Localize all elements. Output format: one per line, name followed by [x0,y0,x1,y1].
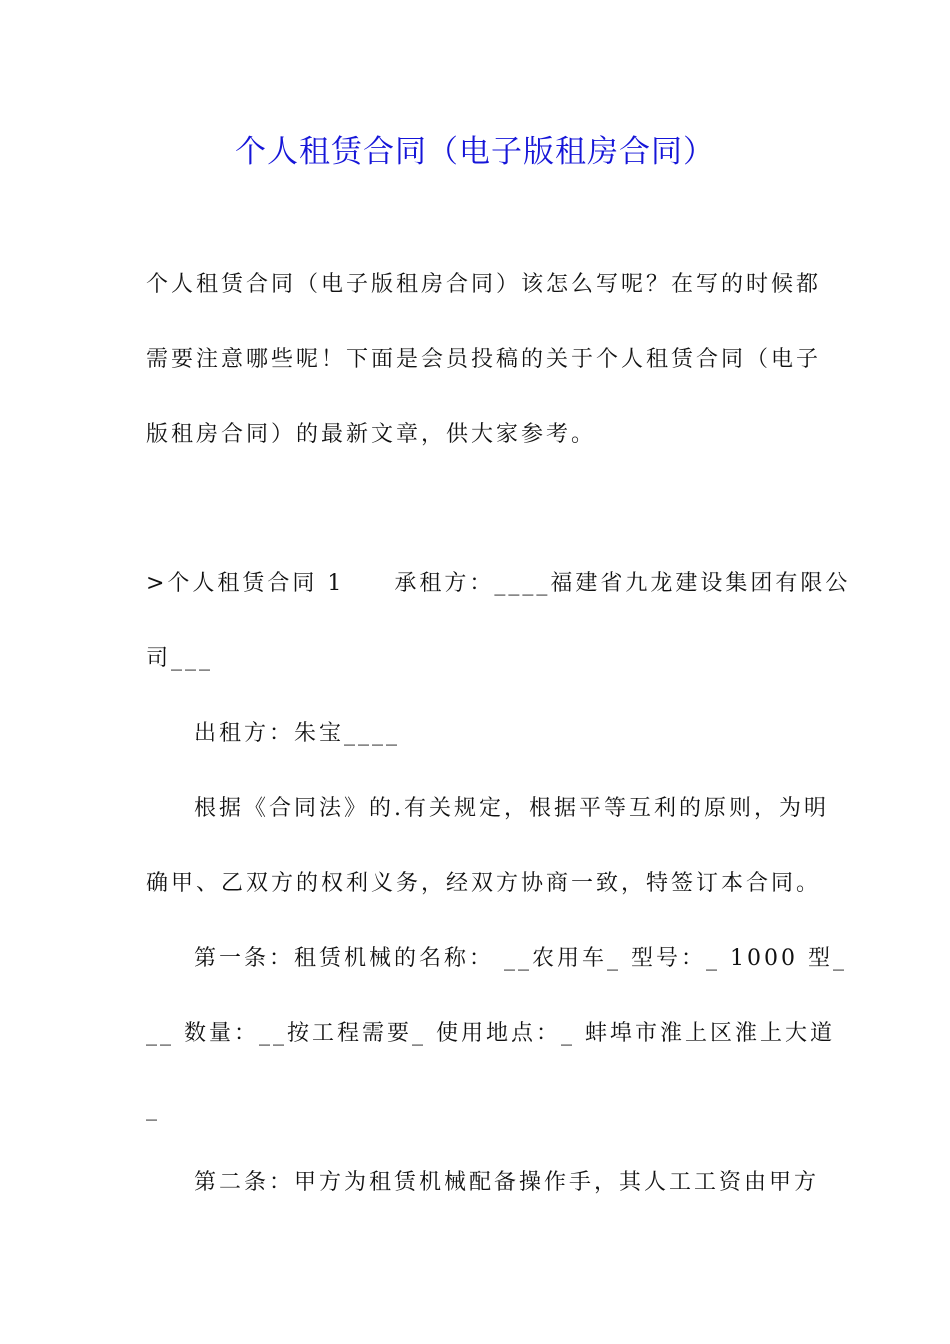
article-1-line-1: 第一条：租赁机械的名称： __农用车_ 型号：_ 1000 型_ [194,946,847,971]
intro-line-2: 需要注意哪些呢！下面是会员投稿的关于个人租赁合同（电子 [146,347,822,372]
contract-heading-line: >个人租赁合同 1 承租方：____福建省九龙建设集团有限公 [146,571,851,596]
contract-heading-line-cont: 司___ [146,646,214,671]
intro-line-1: 个人租赁合同（电子版租房合同）该怎么写呢？在写的时候都 [146,272,822,297]
article-1-line-3: _ [146,1096,160,1121]
article-1-line-2: __ 数量：__按工程需要_ 使用地点：_ 蚌埠市淮上区淮上大道 [146,1021,835,1046]
document-title: 个人租赁合同（电子版租房合同） [235,134,715,170]
lessor-line: 出租方：朱宝____ [194,721,401,746]
preamble-line-1: 根据《合同法》的.有关规定，根据平等互利的原则，为明 [194,796,829,821]
article-2-line-1: 第二条：甲方为租赁机械配备操作手，其人工工资由甲方 [194,1170,820,1195]
preamble-line-2: 确甲、乙双方的权利义务，经双方协商一致，特签订本合同。 [146,871,822,896]
intro-line-3: 版租房合同）的最新文章，供大家参考。 [146,422,597,447]
